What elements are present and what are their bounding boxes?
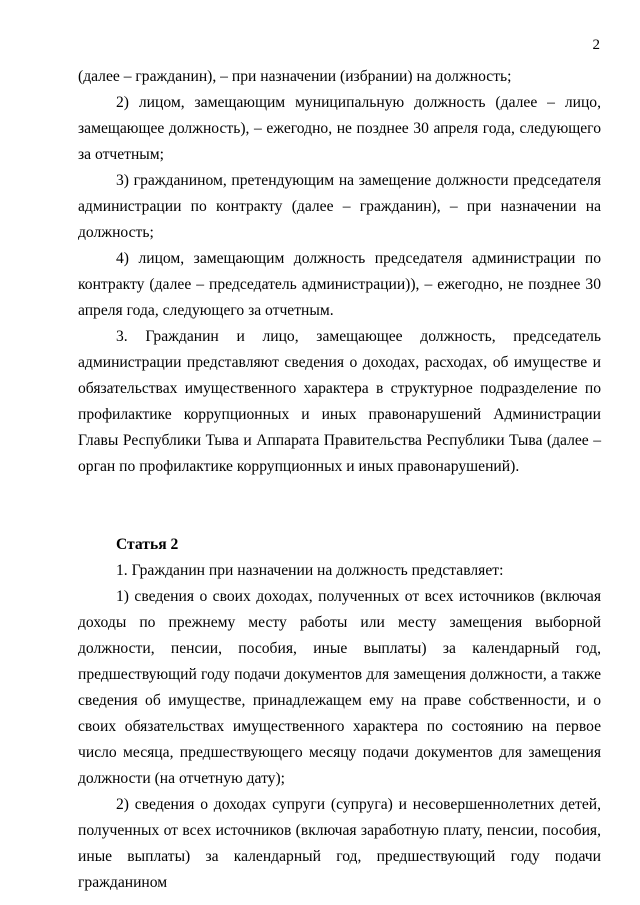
article-paragraph-2: 1) сведения о своих доходах, полученных от всех источников (включая доходы по прежнему месту работы или месту замещения выборной должности, пенсии, пособия, иные выплаты) за календарный год, предшествующий году подачи документов для замещения должности, а также сведения об имуществе, принадлежащем ему на праве собственности, и о своих обязательствах имущественного характера по состоянию на первое число месяца, предшествующего месяцу подачи документов для замещения должности (на отчетную дату); (78, 588, 601, 787)
paragraph-clause-3: 3. Гражданин и лицо, замещающее должность, председатель администрации представляют сведения о доходах, расходах, об имуществе и обязательствах имущественного характера в структурное подразделение по профилактике коррупционных и иных правонарушений Администрации Главы Республики Тыва и Аппарата Правительства Республики Тыва (далее – орган по профилактике коррупционных и иных правонарушений). (78, 328, 601, 475)
paragraph-item-2: 2) лицом, замещающим муниципальную должность (далее – лицо, замещающее должность), – ежегодно, не позднее 30 апреля года, следующего за отчетным; (78, 94, 601, 163)
article-paragraph-1: 1. Гражданин при назначении на должность представляет: (116, 562, 504, 579)
paragraph-item-4: 4) лицом, замещающим должность председателя администрации по контракту (далее – председатель администрации)), – ежегодно, не позднее 30 апреля года, следующего за отчетным. (78, 250, 601, 319)
section-spacer (78, 480, 601, 506)
paragraph-continuation: (далее – гражданин), – при назначении (избрании) на должность; (78, 68, 512, 85)
document-body (78, 64, 601, 896)
article-title: Статья 2 (116, 536, 179, 553)
article-paragraph-3: 2) сведения о доходах супруги (супруга) и несовершеннолетних детей, полученных от всех источников (включая заработную плату, пенсии, пособия, иные выплаты) за календарный год, предшествующий году подачи гражданином (78, 796, 601, 891)
page-number: 2 (592, 37, 600, 53)
paragraph-item-3: 3) гражданином, претендующим на замещение должности председателя администрации по контракту (далее – гражданин), – при назначении на должность; (78, 172, 601, 241)
